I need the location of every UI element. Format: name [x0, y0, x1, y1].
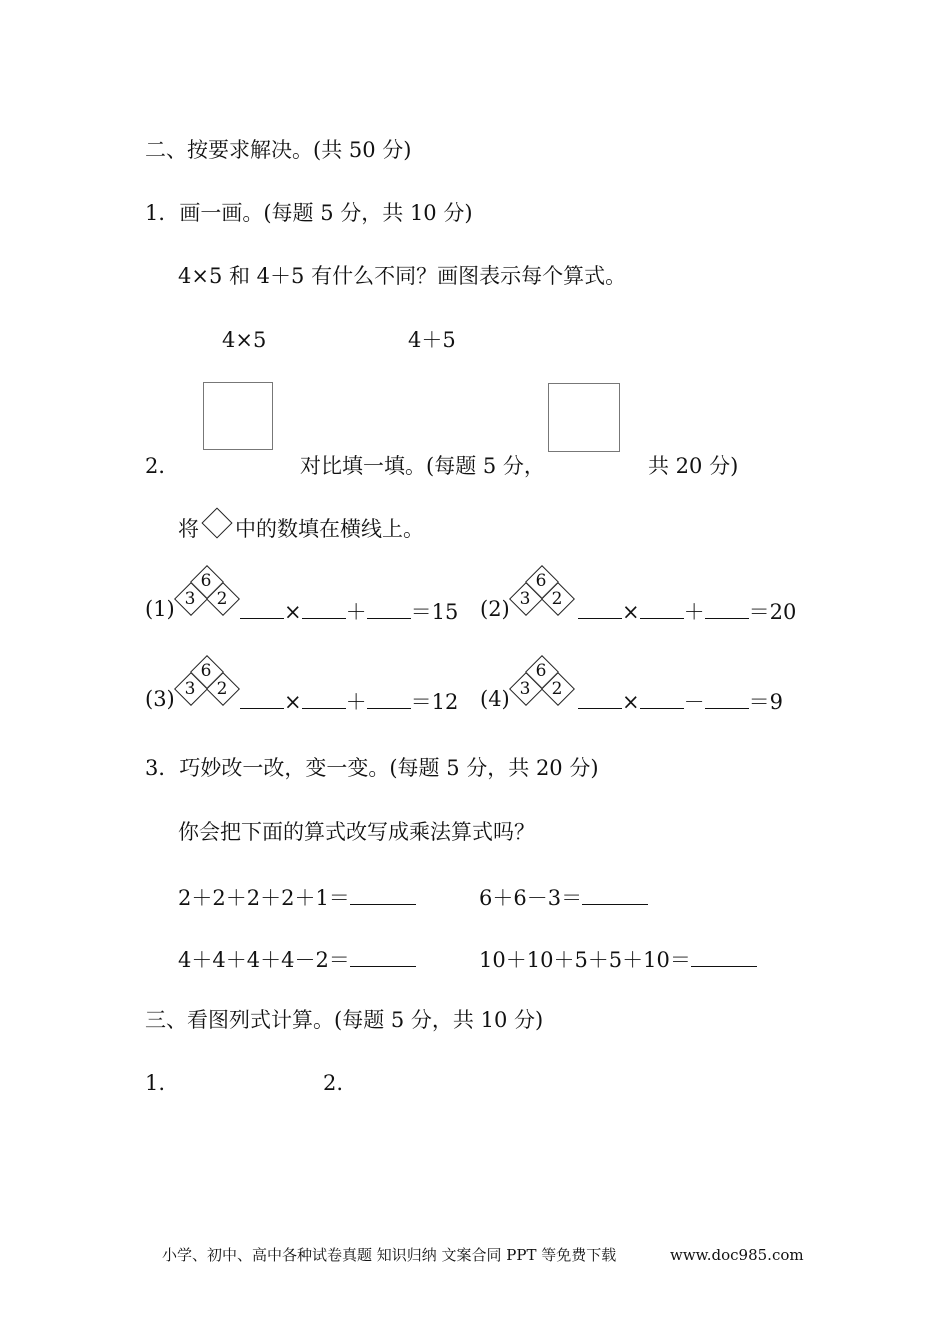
q2-number: 2． [145, 454, 180, 478]
footer-text: 小学、初中、高中各种试卷真题 知识归纳 文案合同 PPT 等免费下载 [162, 1246, 617, 1264]
number-diamond-2 [505, 566, 577, 624]
answer-blank[interactable] [705, 689, 749, 709]
diamond-top-number: 6 [535, 661, 547, 681]
section-2-heading: 二、按要求解决。(共 50 分) [145, 138, 412, 162]
q2-item-4-equation [578, 689, 783, 713]
answer-blank[interactable] [367, 689, 411, 709]
expression: 2＋2＋2＋2＋1＝ [178, 886, 350, 910]
answer-blank[interactable] [350, 947, 416, 967]
result: ＝15 [410, 600, 459, 624]
diamond-left-number: 3 [519, 589, 531, 609]
diamond-right-number: 2 [551, 679, 563, 699]
diamond-left-number: 3 [519, 679, 531, 699]
q1-prompt: 4×5 和 4＋5 有什么不同？画图表示每个算式。 [178, 264, 627, 288]
drawing-box-left[interactable] [203, 382, 273, 450]
diamond-top-number: 6 [200, 571, 212, 591]
q2-title-part-a: 对比填一填。(每题 5 分， [300, 454, 545, 478]
answer-blank[interactable] [302, 599, 346, 619]
q2-item-2-equation [578, 599, 796, 623]
number-diamond-4 [505, 656, 577, 714]
q2-title-part-b: 共 20 分) [648, 454, 739, 478]
operator: × [622, 600, 640, 624]
section-3-heading: 三、看图列式计算。(每题 5 分，共 10 分) [145, 1008, 544, 1032]
answer-blank[interactable] [367, 599, 411, 619]
operator: － [683, 690, 705, 714]
result: ＝12 [410, 690, 459, 714]
q2-item-3-label: (3) [145, 687, 175, 711]
operator: × [284, 690, 302, 714]
q3-prompt: 你会把下面的算式改写成乘法算式吗？ [178, 820, 535, 844]
diamond-left-number: 3 [184, 589, 196, 609]
q2-item-1-label: (1) [145, 597, 175, 621]
drawing-box-right[interactable] [548, 383, 620, 452]
diamond-right-number: 2 [216, 679, 228, 699]
expression: 6＋6－3＝ [479, 886, 583, 910]
operator: ＋ [345, 600, 367, 624]
expression: 4＋4＋4＋4－2＝ [178, 948, 350, 972]
answer-blank[interactable] [302, 689, 346, 709]
answer-blank[interactable] [691, 947, 757, 967]
q1-expr-left: 4×5 [222, 328, 267, 352]
operator: ＋ [683, 600, 705, 624]
q2-item-2-label: (2) [480, 597, 510, 621]
q3-expr-2 [479, 885, 648, 909]
q2-item-4-label: (4) [480, 687, 510, 711]
q2-item-1-equation [240, 599, 458, 623]
expression: 10＋10＋5＋5＋10＝ [479, 948, 691, 972]
answer-blank[interactable] [578, 689, 622, 709]
diamond-right-number: 2 [551, 589, 563, 609]
answer-blank[interactable] [350, 885, 416, 905]
section-3-item-2: 2. [323, 1071, 344, 1095]
diamond-left-number: 3 [184, 679, 196, 699]
q3-title: 3．巧妙改一改，变一变。(每题 5 分，共 20 分) [145, 756, 599, 780]
q1-expr-right: 4＋5 [408, 328, 456, 352]
operator: ＋ [345, 690, 367, 714]
q2-prompt-part-a: 将 [178, 517, 199, 541]
answer-blank[interactable] [240, 599, 284, 619]
operator: × [622, 690, 640, 714]
q3-expr-3 [178, 947, 416, 971]
number-diamond-3 [170, 656, 242, 714]
answer-blank[interactable] [582, 885, 648, 905]
section-3-item-1: 1. [145, 1071, 166, 1095]
number-diamond-1 [170, 566, 242, 624]
answer-blank[interactable] [705, 599, 749, 619]
diamond-icon [201, 507, 232, 538]
result: ＝9 [748, 690, 783, 714]
answer-blank[interactable] [640, 599, 684, 619]
q3-expr-4 [479, 947, 757, 971]
q2-item-3-equation [240, 689, 458, 713]
diamond-top-number: 6 [200, 661, 212, 681]
footer-url[interactable]: www.doc985.com [670, 1246, 804, 1264]
diamond-top-number: 6 [535, 571, 547, 591]
operator: × [284, 600, 302, 624]
q3-expr-1 [178, 885, 416, 909]
answer-blank[interactable] [640, 689, 684, 709]
result: ＝20 [748, 600, 797, 624]
answer-blank[interactable] [578, 599, 622, 619]
q2-prompt-part-b: 中的数填在横线上。 [235, 517, 424, 541]
diamond-right-number: 2 [216, 589, 228, 609]
q1-title: 1．画一画。(每题 5 分，共 10 分) [145, 201, 473, 225]
answer-blank[interactable] [240, 689, 284, 709]
